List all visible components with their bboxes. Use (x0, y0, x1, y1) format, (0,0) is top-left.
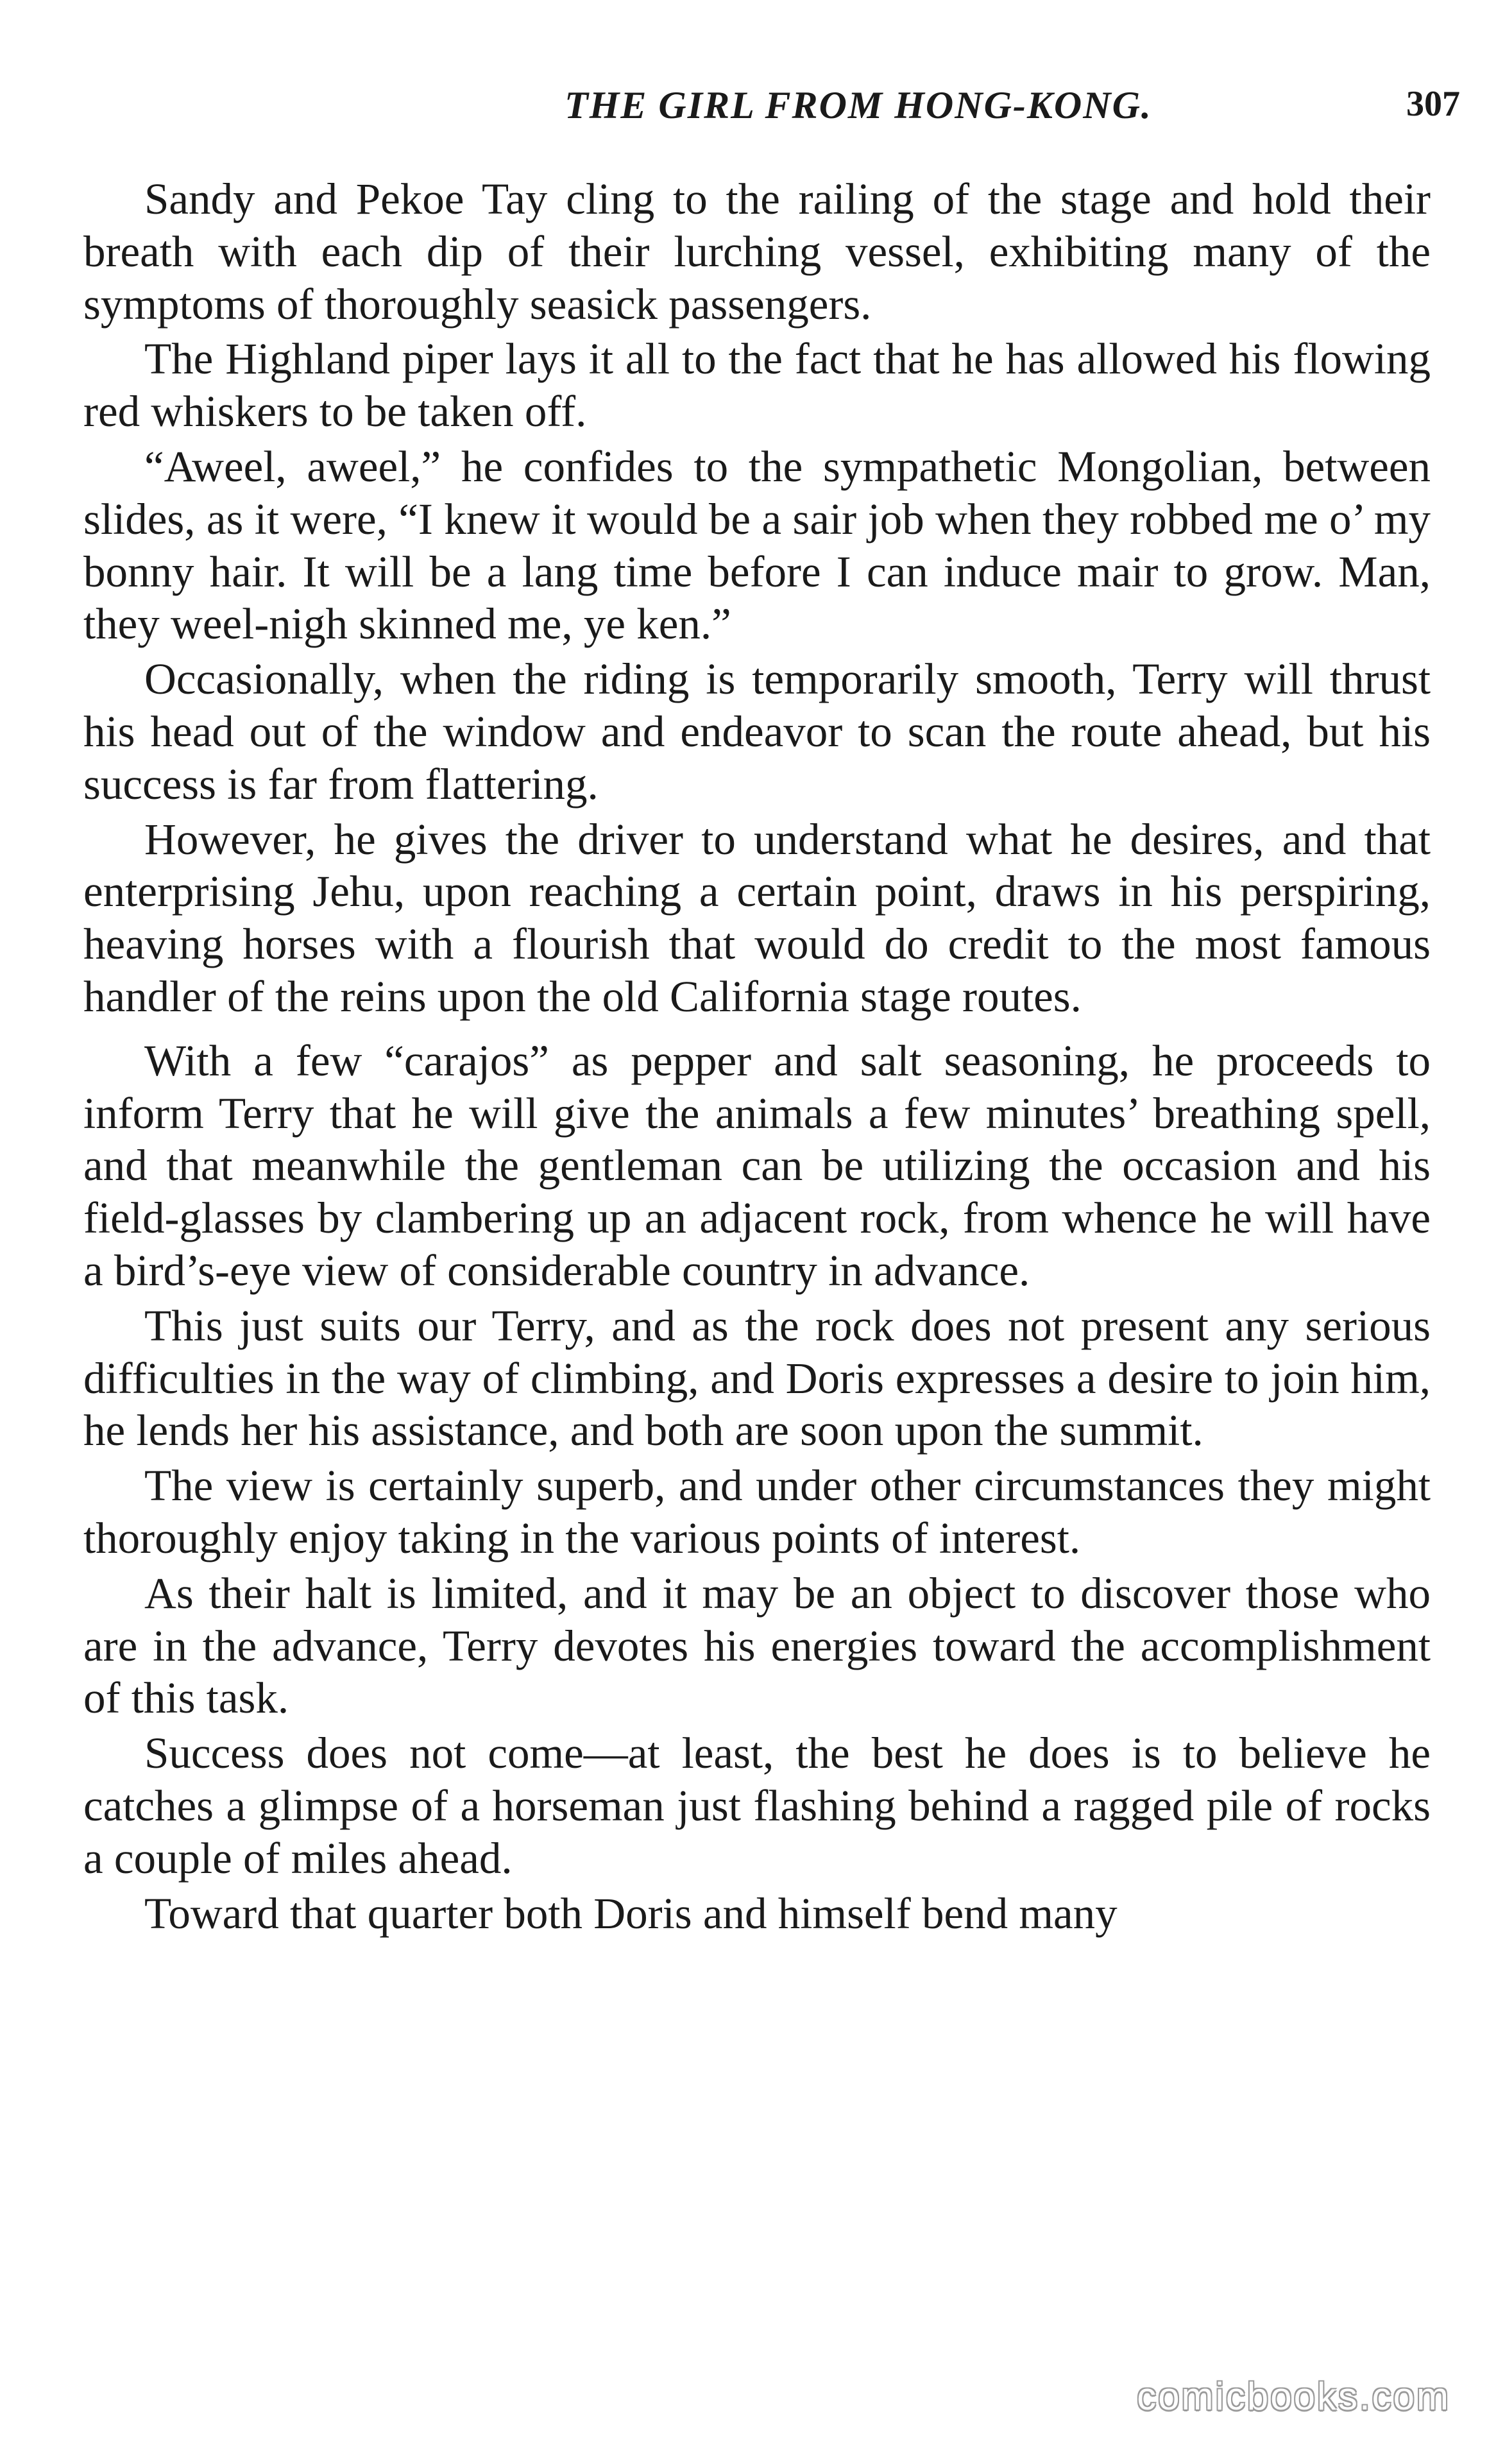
paragraph: This just suits our Terry, and as the rock does not present any serious difficulties in the way of climbing, and Doris expresses a desire to join him, he lends her his assistance, and both are soon upon the summit. (83, 1301, 1431, 1455)
paragraph: Toward that quarter both Doris and himself bend many (144, 1888, 1118, 1938)
running-head: THE GIRL FROM HONG-KONG. (565, 84, 1152, 126)
paragraph: With a few “carajos” as pepper and salt seasoning, he proceeds to inform Terry that he will give the animals a few minutes’ breathing spell, and that meanwhile the gentleman can be utilizing the occasion and his field-glasses by clambering up an adjacent rock, from whence he will have a bird’s-eye view of considerable country in advance. (83, 1036, 1431, 1295)
watermark: comicbooks.com (1137, 2375, 1450, 2418)
paragraph: “Aweel, aweel,” he confides to the sympathetic Mongolian, between slides, as it were, “I knew it would be a sair job when they robbed me o’ my bonny hair. It will be a lang time before I can induce mair to grow. Man, they weel-nigh skinned me, ye ken.” (83, 441, 1431, 649)
paragraph: Sandy and Pekoe Tay cling to the railing of the stage and hold their breath with each dip of their lurching vessel, exhibiting many of the symptoms of thoroughly seasick passengers. (83, 175, 1431, 329)
paragraph: As their halt is limited, and it may be an object to discover those who are in the advance, Terry devotes his energies toward the accomplishment of this task. (83, 1568, 1431, 1723)
paragraph: The Highland piper lays it all to the fact that he has allowed his flowing red whiskers to be taken off. (83, 334, 1431, 436)
page-number: 307 (1406, 84, 1460, 124)
page-header (83, 83, 1460, 141)
paragraph: Success does not come—at least, the best he does is to believe he catches a glimpse of a horseman just flashing behind a ragged pile of rocks a couple of miles ahead. (83, 1729, 1431, 1883)
body-text (83, 173, 1431, 1942)
paragraph: Occasionally, when the riding is temporarily smooth, Terry will thrust his head out of the window and endeavor to scan the route ahead, but his success is far from flattering. (83, 654, 1431, 809)
paragraph: However, he gives the driver to understand what he desires, and that enterprising Jehu, upon reaching a certain point, draws in his perspiring, heaving horses with a flourish that would do credit to the most famous handler of the reins upon the old California stage routes. (83, 814, 1431, 1021)
paragraph: The view is certainly superb, and under other circumstances they might thoroughly enjoy taking in the various points of interest. (83, 1461, 1431, 1562)
